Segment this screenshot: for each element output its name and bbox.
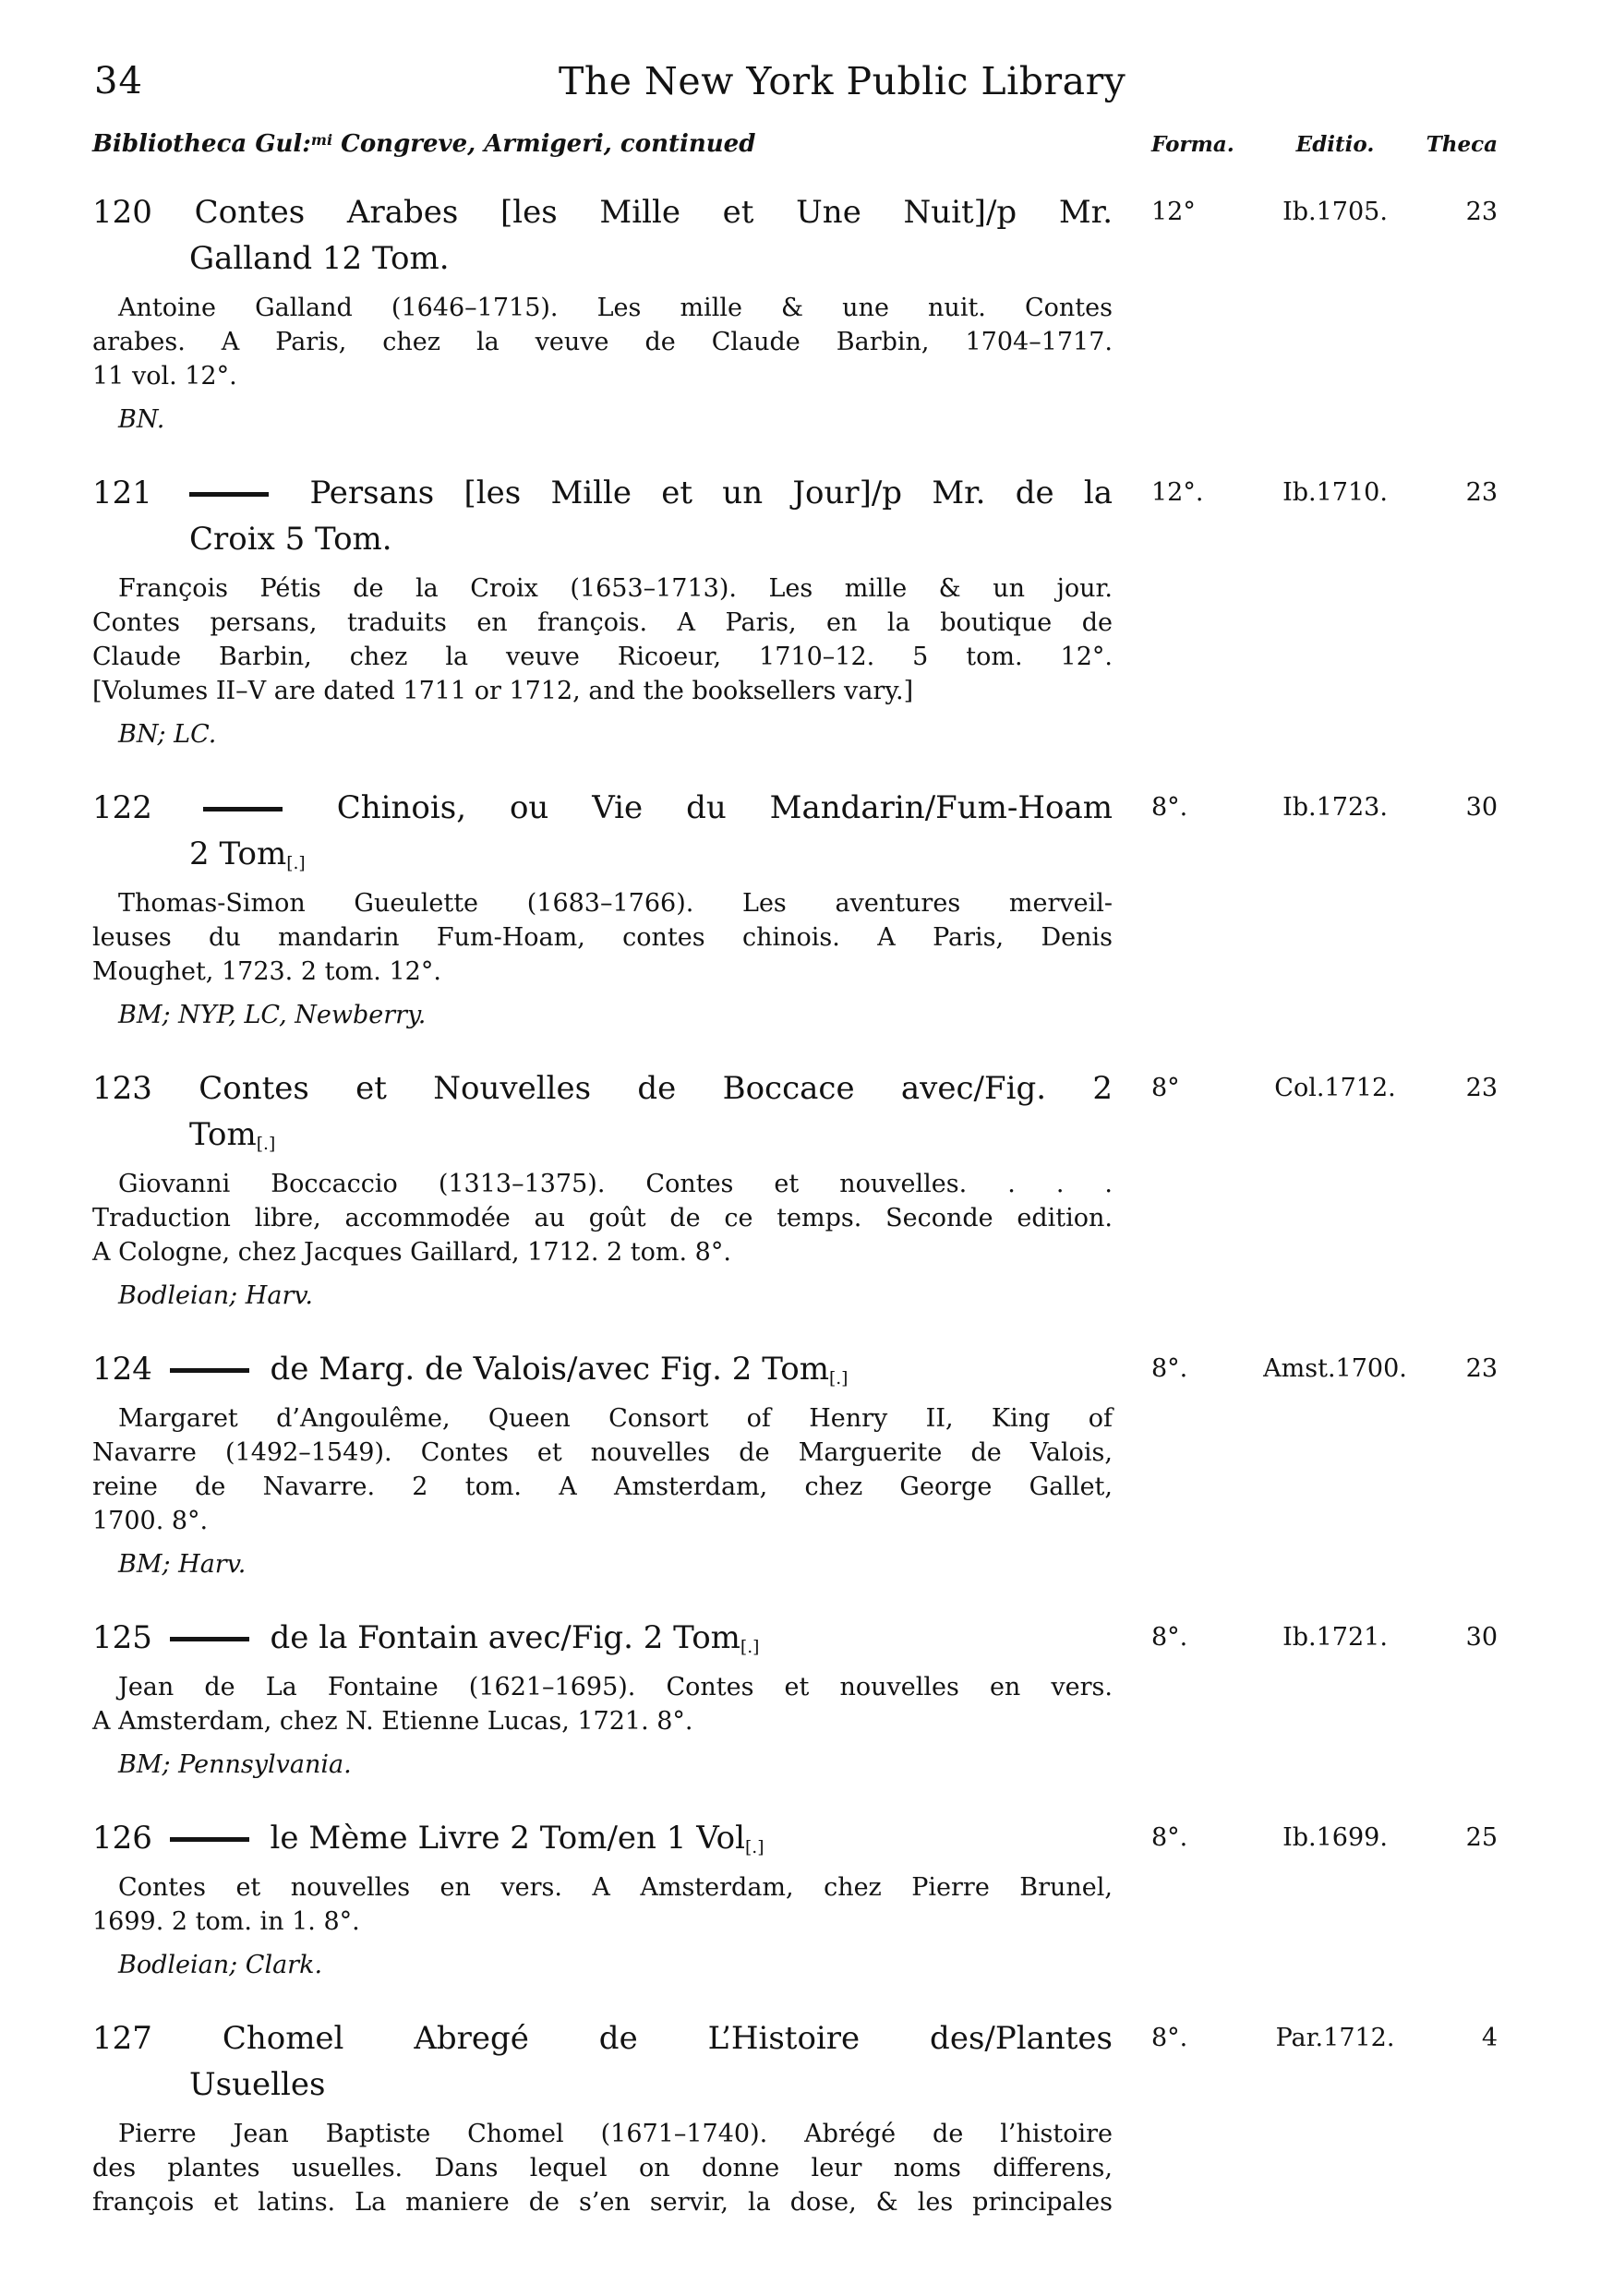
entry-references: BN; LC. <box>118 720 217 749</box>
ditto-dash <box>203 807 283 811</box>
editio-value: Amst.1700. <box>1263 1354 1407 1383</box>
theca-value: 30 <box>1465 1623 1498 1652</box>
catalog-entry-125 <box>92 1615 1500 1782</box>
entry-number: 120 <box>92 194 152 231</box>
ditto-dash <box>170 1837 249 1842</box>
entry-note <box>92 291 1113 393</box>
note-line: Moughet, 1723. 2 tom. 12°. <box>92 957 441 986</box>
entry-note <box>92 1670 1113 1738</box>
catalog-entry-121 <box>92 470 1500 751</box>
note-line: arabes. A Paris, chez la veuve de Claude Barbin, 1704–1717. <box>92 328 1113 356</box>
entry-main-column <box>92 1065 1113 1313</box>
entry-title-line-1 <box>92 1346 1113 1392</box>
entry-heading-row <box>92 2015 1500 2219</box>
section-title-post: Congreve, Armigeri, continued <box>332 130 756 158</box>
forma-value: 8° <box>1151 1074 1180 1102</box>
entry-title-text-2: Usuelles <box>189 2066 326 2103</box>
entry-note <box>92 2117 1113 2219</box>
entry-note <box>92 1401 1113 1538</box>
entry-main-column <box>92 2015 1113 2219</box>
entry-title-line-1 <box>92 189 1113 235</box>
column-header-editio: Editio. <box>1295 132 1375 157</box>
entry-title-text: Chinois, ou Vie du Mandarin/Fum-Hoam <box>336 789 1113 826</box>
entry-heading-row <box>92 189 1500 437</box>
note-line: Jean de La Fontaine (1621–1695). Contes et nouvelles en vers. <box>118 1673 1113 1701</box>
ditto-dash <box>170 1368 249 1373</box>
entry-number: 122 <box>92 789 152 826</box>
note-line: A Amsterdam, chez N. Etienne Lucas, 1721. 8°. <box>92 1707 693 1736</box>
catalog-entry-127 <box>92 2015 1500 2219</box>
entry-title-line-2 <box>189 2062 1113 2108</box>
entry-heading-row <box>92 1615 1500 1782</box>
entry-references: BM; Harv. <box>118 1550 247 1579</box>
entry-title-text: de Marg. de Valois/avec Fig. 2 Tom <box>270 1351 829 1388</box>
entry-title-text: Contes Arabes [les Mille et Une Nuit]/p Mr. <box>194 194 1113 231</box>
entry-note <box>92 886 1113 989</box>
entry-number: 127 <box>92 2020 152 2057</box>
forma-value: 8°. <box>1151 793 1188 822</box>
bracket-subscript: [.] <box>828 1369 849 1389</box>
entry-references: BM; NYP, LC, Newberry. <box>118 1001 427 1029</box>
entry-title-line-1 <box>92 470 1113 516</box>
bracket-subscript: [.] <box>740 1638 760 1658</box>
note-line: Thomas-Simon Gueulette (1683–1766). Les aventures merveil- <box>118 889 1113 918</box>
note-line: Contes persans, traduits en françois. A Paris, en la boutique de <box>92 608 1113 637</box>
entry-title-text-2: Croix 5 Tom. <box>189 521 392 558</box>
theca-value: 23 <box>1465 1074 1498 1102</box>
forma-value: 8°. <box>1151 1623 1188 1652</box>
entry-number: 125 <box>92 1619 152 1656</box>
note-line: leuses du mandarin Fum-Hoam, contes chinois. A Paris, Denis <box>92 923 1113 952</box>
ditto-dash <box>170 1637 249 1641</box>
entry-title-text: Contes et Nouvelles de Boccace avec/Fig. 2 <box>199 1070 1113 1107</box>
column-header-forma: Forma. <box>1151 132 1234 157</box>
forma-value: 12° <box>1151 198 1196 226</box>
entry-title-line-2 <box>189 1112 1113 1158</box>
note-line: Navarre (1492–1549). Contes et nouvelles de Marguerite de Valois, <box>92 1438 1113 1467</box>
entries-list <box>92 189 1500 2219</box>
entry-main-column <box>92 470 1113 751</box>
section-header-row <box>92 127 1500 162</box>
note-line: Traduction libre, accommodée au goût de ce temps. Seconde edition. <box>92 1204 1113 1232</box>
entry-title-line-1 <box>92 785 1113 831</box>
forma-value: 12°. <box>1151 478 1204 507</box>
editio-value: Par.1712. <box>1275 2024 1395 2052</box>
entry-number: 124 <box>92 1351 152 1388</box>
entry-title-line-1 <box>92 1815 1113 1861</box>
catalog-entry-123 <box>92 1065 1500 1313</box>
entry-references: BN. <box>118 405 165 434</box>
entry-title-line-2 <box>189 516 1113 562</box>
entry-main-column <box>92 1615 1113 1782</box>
theca-value: 30 <box>1465 793 1498 822</box>
forma-value: 8°. <box>1151 2024 1188 2052</box>
entry-title-text-2: 2 Tom <box>189 835 287 872</box>
entry-title-line-2 <box>189 235 1113 282</box>
note-line: 11 vol. 12°. <box>92 362 237 391</box>
theca-value: 4 <box>1481 2024 1498 2052</box>
theca-value: 25 <box>1465 1823 1498 1852</box>
note-line: Claude Barbin, chez la veuve Ricoeur, 1710–12. 5 tom. 12°. <box>92 643 1113 671</box>
section-title-superscript: mi <box>310 130 333 149</box>
entry-title-text: Chomel Abregé de L’Histoire des/Plantes <box>222 2020 1113 2057</box>
note-line: Giovanni Boccaccio (1313–1375). Contes et nouvelles. . . . <box>118 1170 1113 1198</box>
note-line: 1699. 2 tom. in 1. 8°. <box>92 1907 360 1936</box>
note-line: A Cologne, chez Jacques Gaillard, 1712. 2 tom. 8°. <box>92 1238 731 1267</box>
entry-heading-row <box>92 1346 1500 1581</box>
entry-references: Bodleian; Harv. <box>118 1281 313 1310</box>
note-line: reine de Navarre. 2 tom. A Amsterdam, chez George Gallet, <box>92 1473 1113 1501</box>
section-title <box>92 127 1113 161</box>
catalog-entry-126 <box>92 1815 1500 1982</box>
bracket-subscript: [.] <box>744 1838 764 1858</box>
entry-title-text: de la Fontain avec/Fig. 2 Tom <box>270 1619 740 1656</box>
entry-main-column <box>92 1346 1113 1581</box>
entry-title-text: Persans [les Mille et un Jour]/p Mr. de la <box>309 475 1113 511</box>
editio-value: Ib.1710. <box>1282 478 1388 507</box>
forma-value: 8°. <box>1151 1354 1188 1383</box>
editio-value: Ib.1699. <box>1282 1823 1388 1852</box>
entry-note <box>92 571 1113 708</box>
note-line: François Pétis de la Croix (1653–1713). Les mille & un jour. <box>118 574 1113 603</box>
note-line: françois et latins. La maniere de s’en servir, la dose, & les principales <box>92 2188 1113 2217</box>
entry-main-column <box>92 1815 1113 1982</box>
section-title-pre: Bibliotheca Gul: <box>92 130 311 158</box>
page-title: The New York Public Library <box>559 59 1126 103</box>
ditto-dash <box>189 492 269 497</box>
entry-title-text: le Mème Livre 2 Tom/en 1 Vol <box>270 1820 745 1857</box>
editio-value: Ib.1705. <box>1282 198 1388 226</box>
theca-value: 23 <box>1465 198 1498 226</box>
entry-note <box>92 1167 1113 1269</box>
note-line: 1700. 8°. <box>92 1507 209 1535</box>
catalog-entry-124 <box>92 1346 1500 1581</box>
running-head <box>92 59 1126 103</box>
note-line: Antoine Galland (1646–1715). Les mille & une nuit. Contes <box>118 294 1113 322</box>
theca-value: 23 <box>1465 478 1498 507</box>
forma-value: 8°. <box>1151 1823 1188 1852</box>
editio-value: Col.1712. <box>1274 1074 1396 1102</box>
entry-number: 126 <box>92 1820 152 1857</box>
entry-references: BM; Pennsylvania. <box>118 1750 352 1779</box>
entry-title-text-2: Tom <box>189 1116 257 1153</box>
entry-heading-row <box>92 1065 1500 1313</box>
entry-title-line-2 <box>189 831 1113 877</box>
entry-number: 121 <box>92 475 152 511</box>
entry-heading-row <box>92 785 1500 1032</box>
entry-main-column <box>92 189 1113 437</box>
entry-title-line-1 <box>92 2015 1113 2062</box>
note-line: Contes et nouvelles en vers. A Amsterdam, chez Pierre Brunel, <box>118 1873 1113 1902</box>
bracket-subscript: [.] <box>286 854 306 874</box>
entry-title-text-2: Galland 12 Tom. <box>189 240 450 277</box>
bracket-subscript: [.] <box>256 1135 276 1155</box>
editio-value: Ib.1723. <box>1282 793 1388 822</box>
page-number: 34 <box>94 60 143 102</box>
entry-note <box>92 1870 1113 1939</box>
note-line: des plantes usuelles. Dans lequel on donne leur noms differens, <box>92 2154 1113 2182</box>
note-line: Pierre Jean Baptiste Chomel (1671–1740). Abrégé de l’histoire <box>118 2120 1113 2148</box>
entry-heading-row <box>92 470 1500 751</box>
theca-value: 23 <box>1465 1354 1498 1383</box>
note-line: [Volumes II–V are dated 1711 or 1712, and the booksellers vary.] <box>92 677 914 705</box>
entry-heading-row <box>92 1815 1500 1982</box>
catalog-entry-120 <box>92 189 1500 437</box>
entry-number: 123 <box>92 1070 152 1107</box>
column-header-theca: Theca <box>1426 132 1498 157</box>
note-line: Margaret d’Angoulême, Queen Consort of Henry II, King of <box>118 1404 1113 1433</box>
entry-references: Bodleian; Clark. <box>118 1951 323 1979</box>
editio-value: Ib.1721. <box>1282 1623 1388 1652</box>
entry-main-column <box>92 785 1113 1032</box>
entry-title-line-1 <box>92 1065 1113 1112</box>
catalog-entry-122 <box>92 785 1500 1032</box>
entry-title-line-1 <box>92 1615 1113 1661</box>
